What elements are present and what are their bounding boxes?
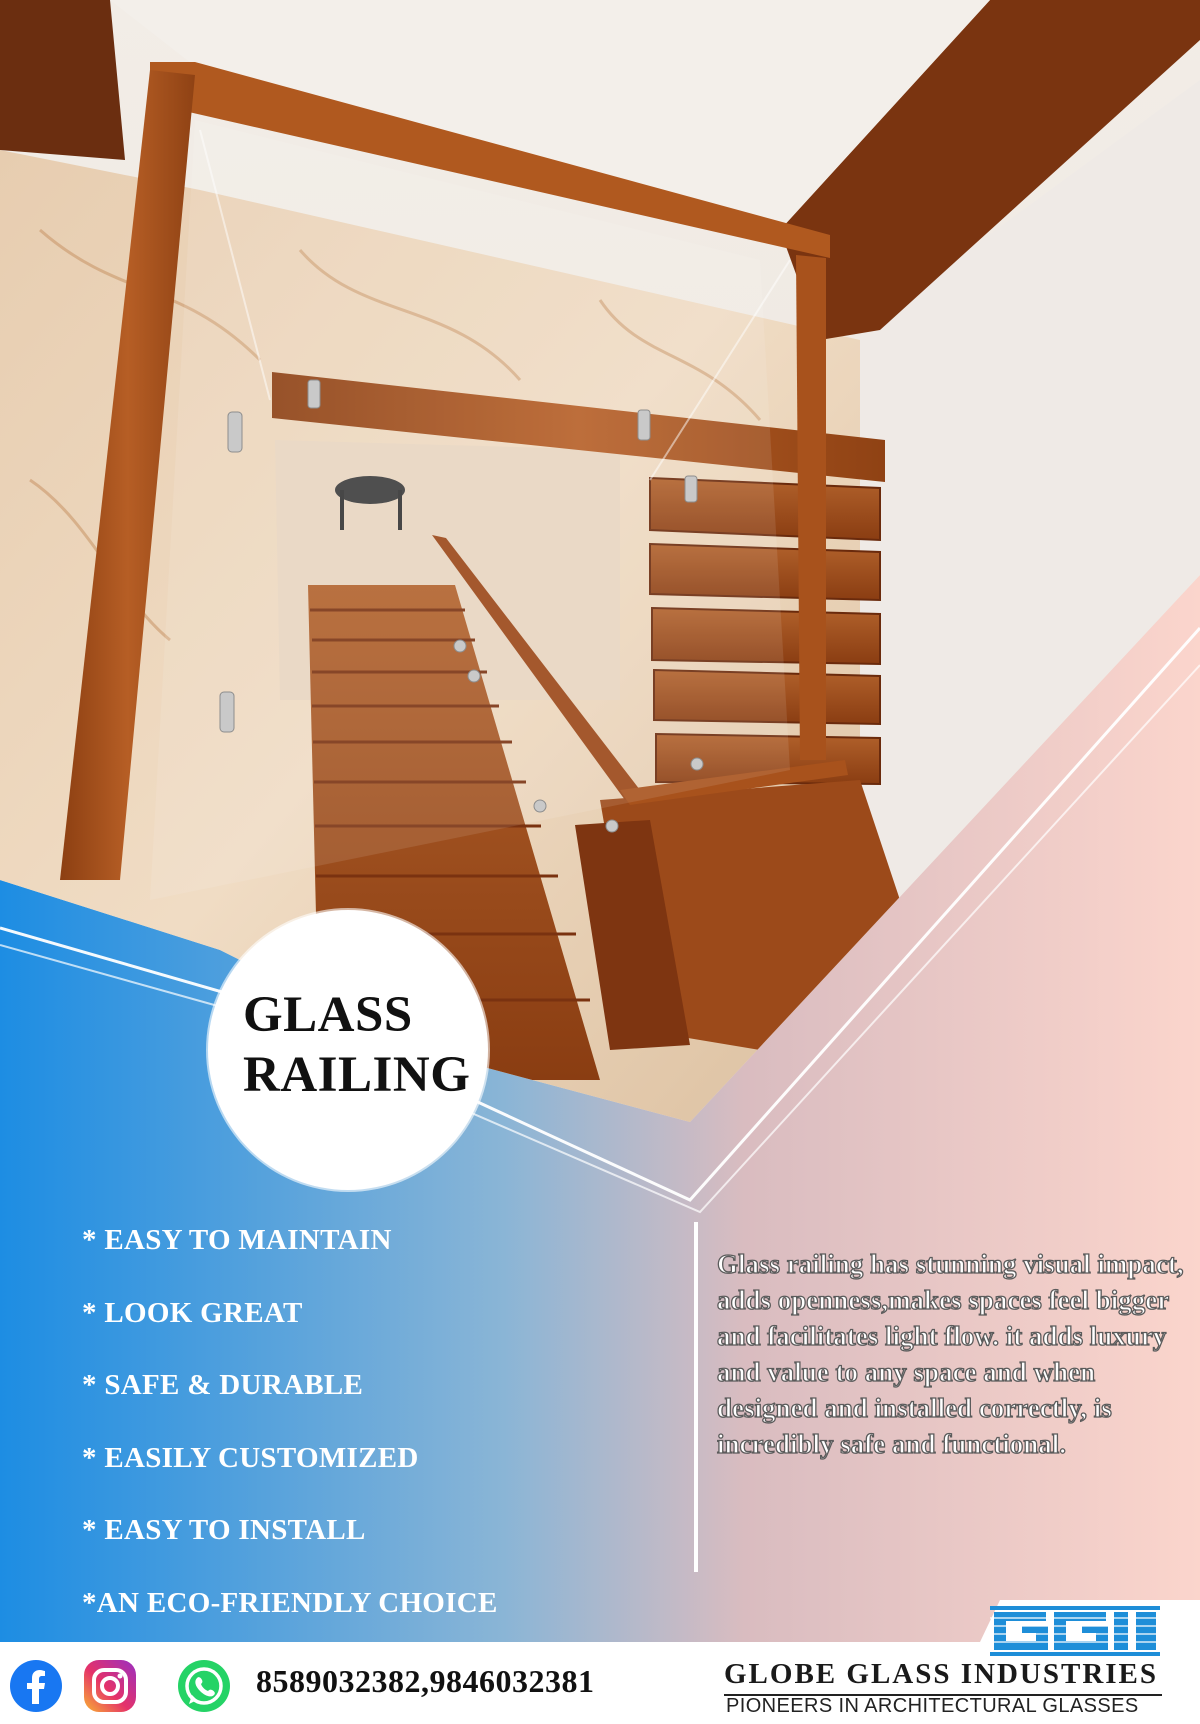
company-tagline: PIONEERS IN ARCHITECTURAL GLASSES [726,1695,1139,1717]
whatsapp-icon[interactable] [176,1658,232,1714]
title-line-1: GLASS [243,987,413,1043]
phone-numbers: 8589032382,9846032381 [256,1663,595,1699]
page-title [243,985,470,1105]
description-text: Glass railing has stunning visual impact, adds openness,makes spaces feel bigger and facilitates light flow. it adds luxury and value to any space and when designed and installed correctly, is incredibly safe and functional. [717,1249,1184,1459]
vertical-divider [694,1222,698,1572]
company-name: GLOBE GLASS INDUSTRIES [724,1658,1159,1690]
instagram-icon[interactable] [82,1658,138,1714]
feature-item: * EASILY CUSTOMIZED [82,1441,419,1474]
facebook-icon[interactable] [8,1658,64,1714]
feature-item: * EASY TO MAINTAIN [82,1224,392,1256]
feature-item: * LOOK GREAT [82,1296,303,1329]
ggi-logo [990,1606,1160,1656]
title-line-2: RAILING [243,1047,471,1103]
feature-item: * EASY TO INSTALL [82,1514,366,1546]
feature-list [82,1218,498,1653]
feature-item: *AN ECO-FRIENDLY CHOICE [82,1586,498,1619]
feature-item: * SAFE & DURABLE [82,1369,364,1401]
